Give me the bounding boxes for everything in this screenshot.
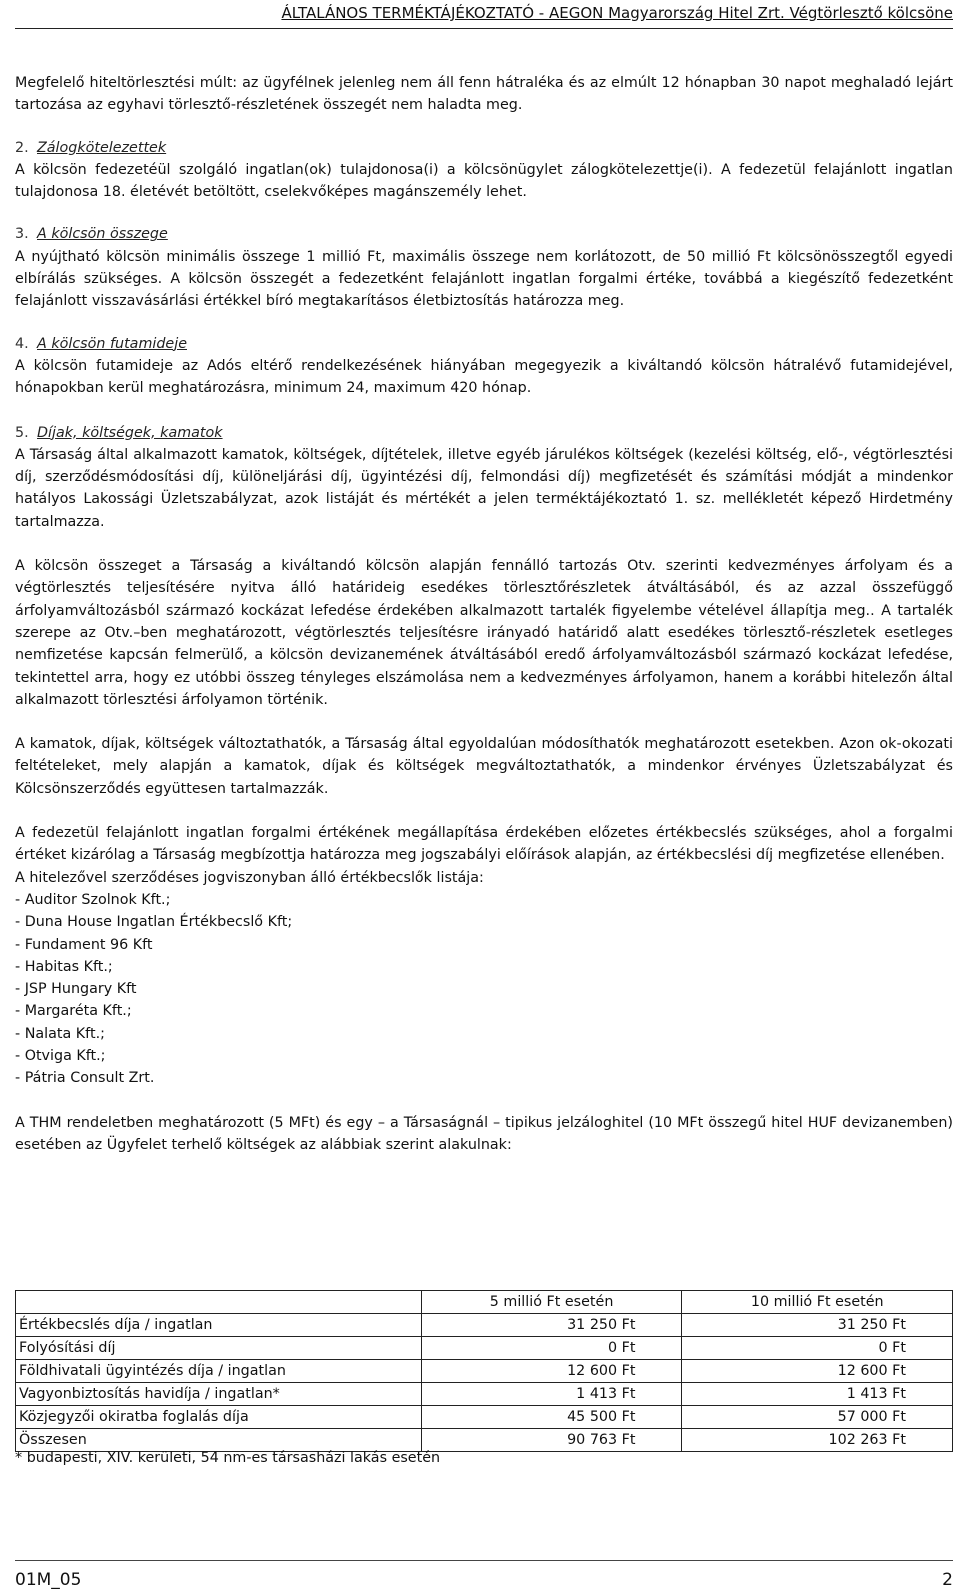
list-item: - JSP Hungary Kft — [15, 981, 137, 998]
cell-10m: 1 413 Ft — [682, 1383, 953, 1406]
cell-5m: 90 763 Ft — [421, 1429, 682, 1452]
table-footnote: * budapesti, XIV. kerületi, 54 nm-es társasházi lakás esetén — [15, 1450, 441, 1466]
section-number: 5. — [15, 424, 29, 441]
section-paragraph: A kölcsön összeget a Társaság a kiváltandó kölcsön alapján fennálló tartozás Otv. szerinti kedvezményes árfolyam és a végtörlesztés teljesítésére nyitva álló határideig esedékes törlesztőrészletek átváltásából, és az azzal összefüggő árfolyamváltozásból származó kockázat lefedése érdekében alkalmazott tartalék figyelembe vételével állapítja meg.. A tartalék szerepe az Otv.–ben meghatározott, végtörlesztés teljesítésre irányadó határidő alatt esedékes törlesztő-részletek esetleges nemfizetése kapcsán felmerülő, a kölcsön devizanemének átváltásából eredő árfolyamváltozásból származó kockázat lefedése, tekintettel arra, hogy ez utóbbi összeg tényleges elszámolása nem a kedvezményes árfolyamon, hanem a korábbi hitelezőn által alkalmazott törlesztési árfolyamon történik. — [15, 558, 953, 708]
table-header-row — [16, 1291, 953, 1314]
table-row — [16, 1337, 953, 1360]
section-2 — [15, 137, 953, 204]
row-label: Közjegyzői okiratba foglalás díja — [16, 1406, 422, 1429]
intro-paragraph: Megfelelő hiteltörlesztési múlt: az ügyfélnek jelenleg nem áll fenn hátraléka és az elmúlt 12 hónapban 30 napot meghaladó lejárt tartozása az egyhavi törlesztő-részletének összegét nem haladta meg. — [15, 75, 953, 114]
section-paragraph: A fedezetül felajánlott ingatlan forgalmi értékének megállapítása érdekében előzetes értékbecslés szükséges, ahol a forgalmi értéket kizárólag a Társaság megbízottja határozza meg jogszabályi előírások alapján, az értékbecslési díj megfizetése ellenében. — [15, 825, 953, 864]
table-header-cell: 5 millió Ft esetén — [421, 1291, 682, 1314]
section-number: 4. — [15, 335, 29, 352]
table-header-cell: 10 millió Ft esetén — [682, 1291, 953, 1314]
cell-10m: 57 000 Ft — [682, 1406, 953, 1429]
table-header-cell — [16, 1291, 422, 1314]
section-heading — [15, 223, 953, 245]
table-row — [16, 1406, 953, 1429]
table-row — [16, 1429, 953, 1452]
section-paragraph: A kamatok, díjak, költségek változtathatók, a Társaság által egyoldalúan módosíthatók meghatározott esetekben. Azon ok-okozati feltételeket, mely alapján a kamatok, díjak és költségek megváltoztathatók, a mindenkor érvényes Üzletszabályzat és Kölcsönszerződés együttesen tartalmazzák. — [15, 736, 953, 797]
row-label: Folyósítási díj — [16, 1337, 422, 1360]
cell-5m: 1 413 Ft — [421, 1383, 682, 1406]
cell-5m: 0 Ft — [421, 1337, 682, 1360]
list-item: - Auditor Szolnok Kft.; — [15, 891, 171, 908]
list-item: - Nalata Kft.; — [15, 1025, 105, 1042]
cell-10m: 12 600 Ft — [682, 1360, 953, 1383]
cell-10m: 31 250 Ft — [682, 1314, 953, 1337]
cell-5m: 12 600 Ft — [421, 1360, 682, 1383]
list-item: - Otviga Kft.; — [15, 1047, 106, 1064]
row-label: Földhivatali ügyintézés díja / ingatlan — [16, 1360, 422, 1383]
thm-paragraph: A THM rendeletben meghatározott (5 MFt) és egy – a Társaságnál – tipikus jelzáloghitel (10 MFt összegű hitel HUF devizanemben) esetében az Ügyfelet terhelő költségek az alábbiak szerint alakulnak: — [15, 1114, 953, 1153]
section-paragraph: A Társaság által alkalmazott kamatok, költségek, díjtételek, illetve egyéb járulékos költségek (kezelési költség, elő-, végtörlesztési díj, szerződésmódosítási díj, különeljárási díj, ügyintézési díj, felmondási díj) megfizetését és számítási módját a mindenkor hatályos Lakossági Üzletszabályzat, azok listáját és mértékét a jelen terméktájékoztató 1. sz. mellékletét képező Hirdetmény tartalmazza. — [15, 446, 953, 530]
section-3 — [15, 223, 953, 312]
list-item: - Habitas Kft.; — [15, 958, 113, 975]
list-item: - Duna House Ingatlan Értékbecslő Kft; — [15, 914, 293, 931]
section-heading — [15, 137, 953, 159]
section-paragraph: A kölcsön fedezetéül szolgáló ingatlan(ok) tulajdonosa(i) a kölcsönügylet zálogkötelezettje(i). A fedezetül felajánlott ingatlan tulajdonosa 18. életévét betöltött, cselekvőképes magánszemély lehet. — [15, 161, 953, 201]
table-row — [16, 1360, 953, 1383]
document-code: 01M_05 — [15, 1570, 82, 1590]
section-title: A kölcsön futamideje — [37, 335, 187, 352]
valuers-intro: A hitelezővel szerződéses jogviszonyban álló értékbecslők listája: — [15, 869, 484, 886]
section-number: 2. — [15, 139, 29, 156]
document-body — [15, 72, 953, 1156]
section-number: 3. — [15, 226, 29, 243]
cell-5m: 31 250 Ft — [421, 1314, 682, 1337]
page-number: 2 — [942, 1570, 953, 1590]
cell-5m: 45 500 Ft — [421, 1406, 682, 1429]
section-title: A kölcsön összege — [37, 226, 168, 243]
list-item: - Margaréta Kft.; — [15, 1003, 132, 1020]
row-label: Összesen — [16, 1429, 422, 1452]
cell-10m: 0 Ft — [682, 1337, 953, 1360]
cell-10m: 102 263 Ft — [682, 1429, 953, 1452]
section-heading — [15, 333, 953, 355]
section-heading — [15, 422, 953, 444]
table-row — [16, 1383, 953, 1406]
list-item: - Pátria Consult Zrt. — [15, 1070, 155, 1087]
section-4 — [15, 333, 953, 400]
header-divider — [15, 28, 953, 29]
row-label: Értékbecslés díja / ingatlan — [16, 1314, 422, 1337]
row-label: Vagyonbiztosítás havidíja / ingatlan* — [16, 1383, 422, 1406]
section-title: Zálogkötelezettek — [37, 139, 167, 156]
section-paragraph: A nyújtható kölcsön minimális összege 1 millió Ft, maximális összege nem korlátozott, de 50 millió Ft kölcsönösszegtől egyedi elbírálás szükséges. A kölcsön összegét a fedezetként felajánlott ingatlan forgalmi értéke, továbbá a kiegészítő fedezetként felajánlott visszavásárlási értékkel bíró megtakarításos életbiztosítás határozza meg. — [15, 248, 953, 310]
table-row — [16, 1314, 953, 1337]
section-title: Díjak, költségek, kamatok — [37, 424, 223, 441]
valuer-list — [15, 889, 953, 1090]
section-paragraph: A kölcsön futamideje az Adós eltérő rendelkezésének hiányában megegyezik a kiváltandó kölcsön hátralévő futamidejével, hónapokban kerül meghatározásra, minimum 24, maximum 420 hónap. — [15, 357, 953, 397]
cost-table — [15, 1290, 953, 1452]
page-header: ÁLTALÁNOS TERMÉKTÁJÉKOZTATÓ - AEGON Magyarország Hitel Zrt. Végtörlesztő kölcsöne — [281, 4, 953, 22]
section-5 — [15, 422, 953, 1157]
footer-divider — [15, 1560, 953, 1561]
list-item: - Fundament 96 Kft — [15, 936, 153, 953]
